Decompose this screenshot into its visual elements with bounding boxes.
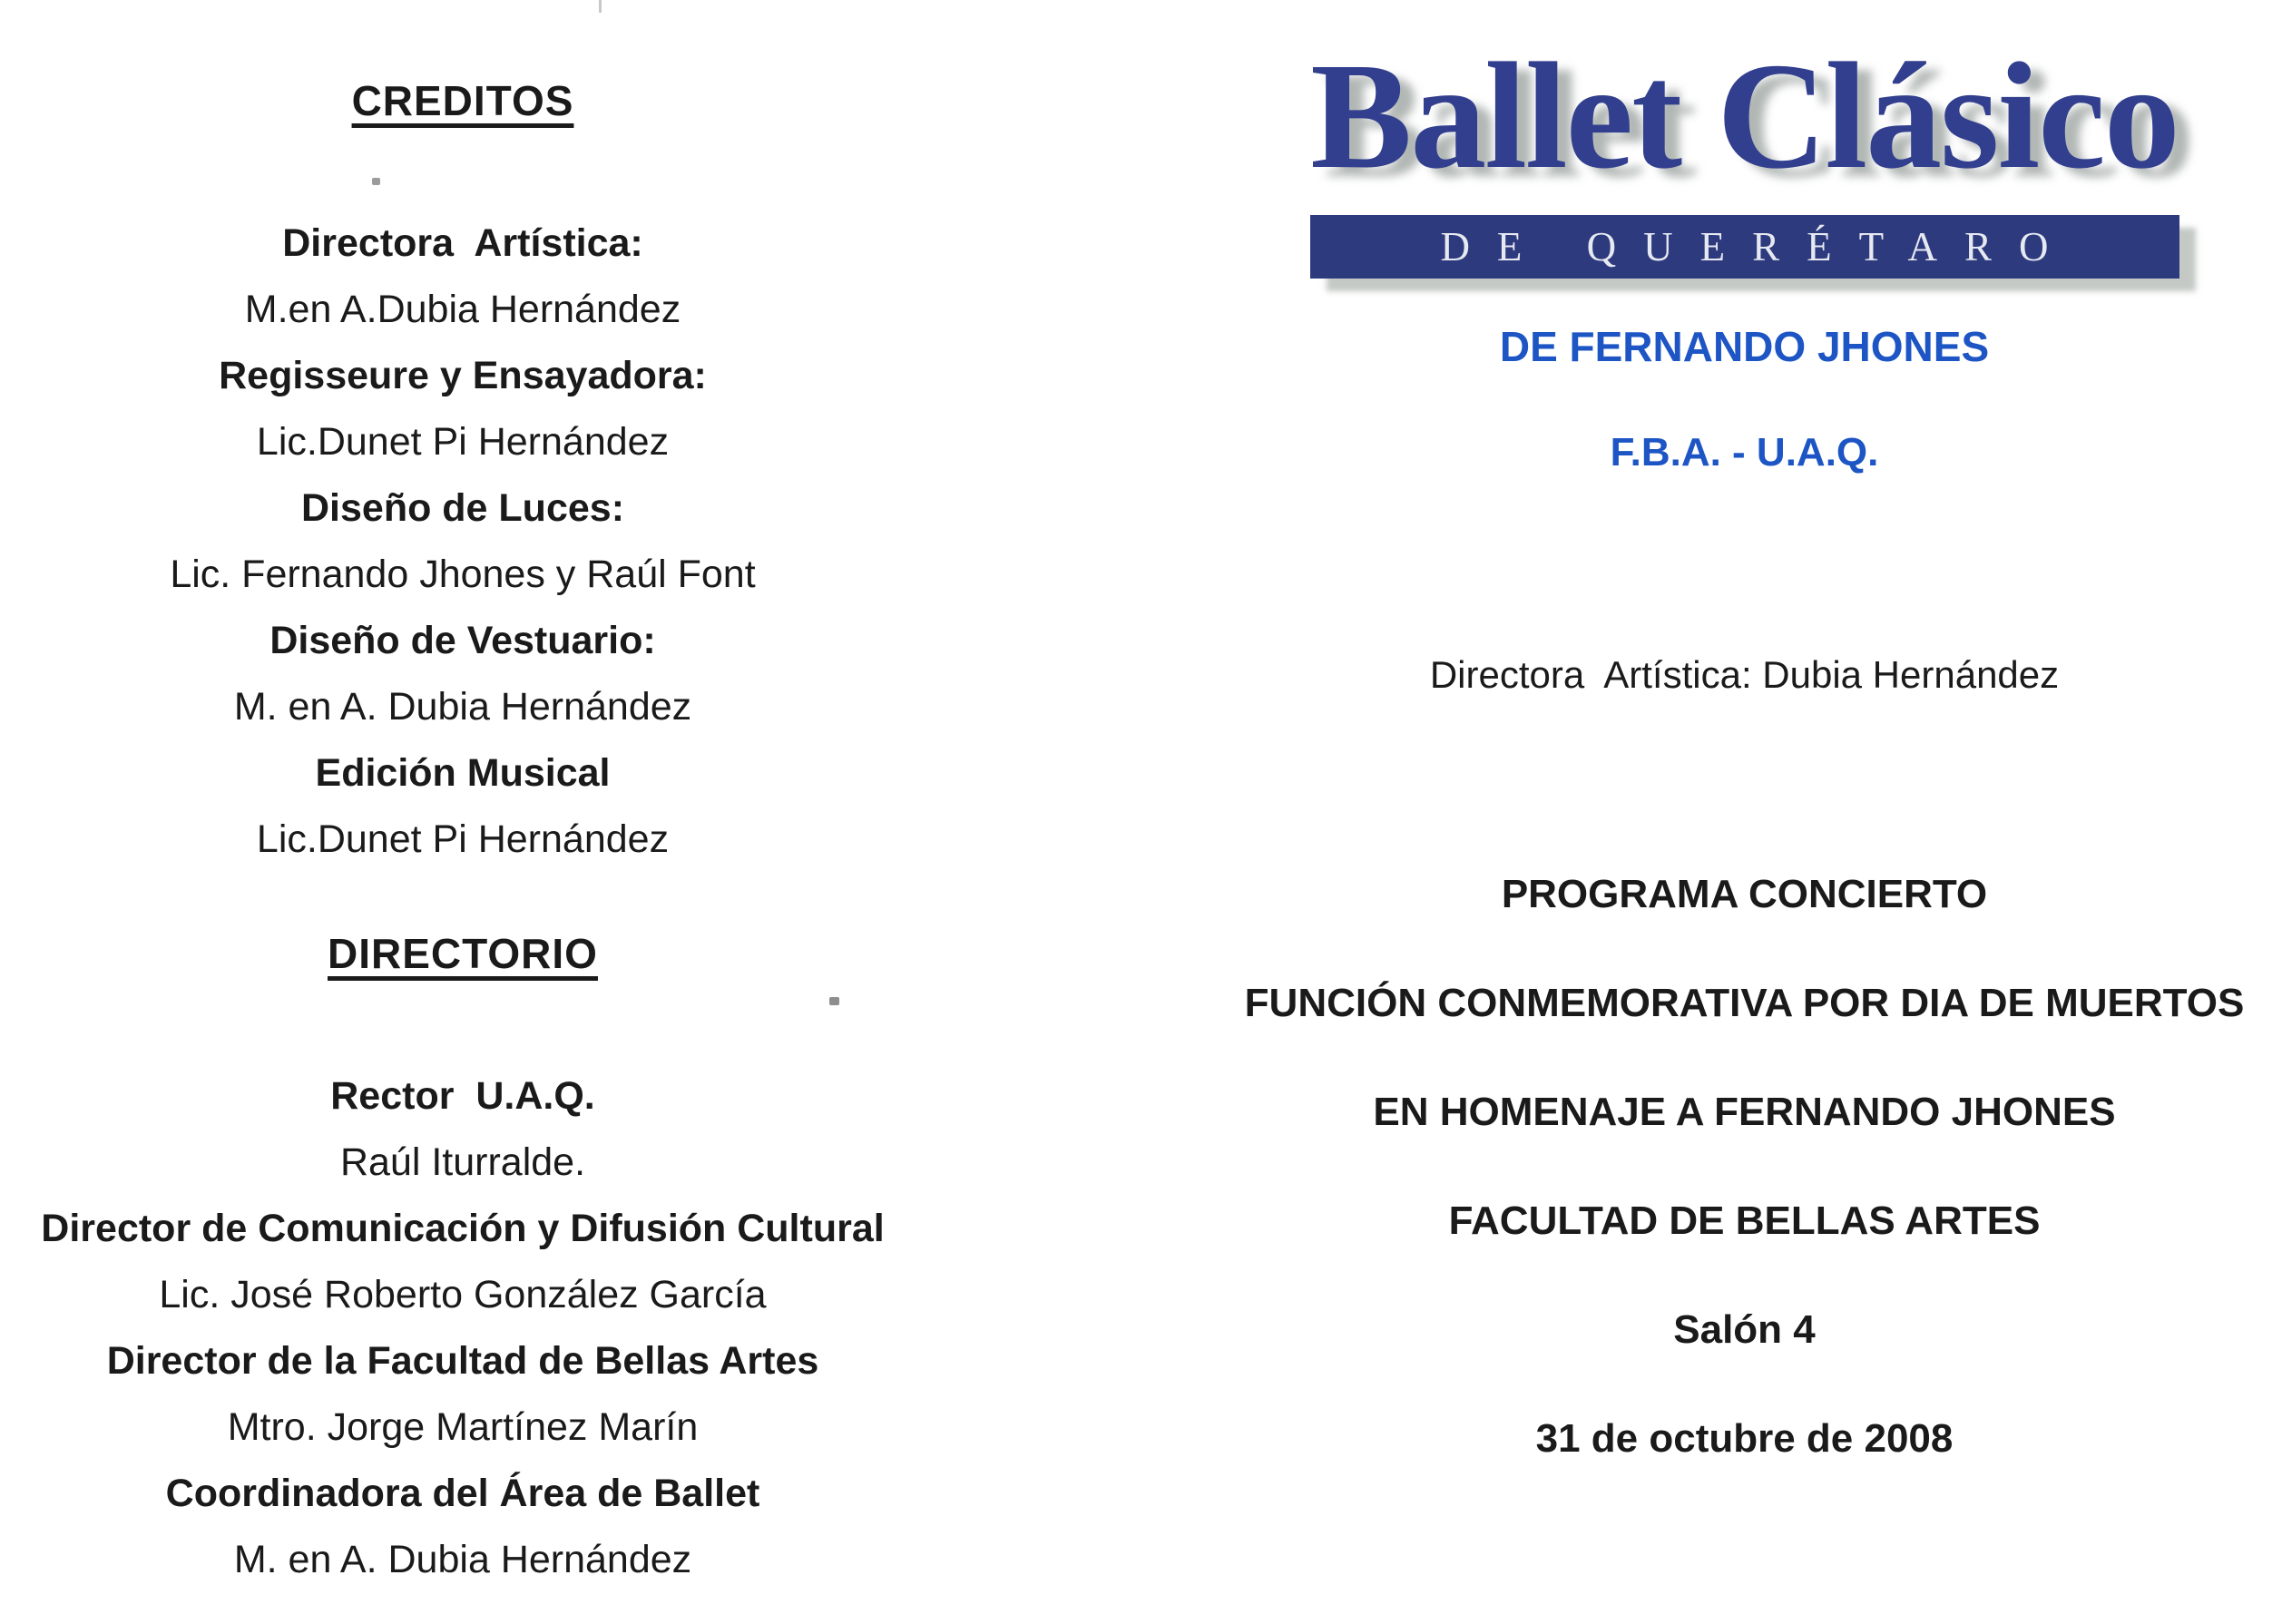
program-block [1216,872,2273,1462]
program-line: 31 de octubre de 2008 [1535,1415,1954,1461]
directory-role: Rector U.A.Q. [330,1074,595,1118]
artistic-director-line: Directora Artística: Dubia Hernández [1429,652,2060,696]
credit-name: M.en A.Dubia Hernández [244,288,681,331]
credit-name: Lic. Fernando Jhones y Raúl Font [170,553,756,596]
directorio-title: DIRECTORIO [328,930,598,977]
program-line: Salón 4 [1673,1306,1816,1352]
credit-role: Diseño de Vestuario: [269,619,656,662]
program-line: PROGRAMA CONCIERTO [1501,871,1988,916]
credit-role: Directora Artística: [282,221,643,265]
institution-line: F.B.A. - U.A.Q. [1610,429,1879,474]
byline: DE FERNANDO JHONES [1499,322,1990,370]
directory-role: Director de la Facultad de Bellas Artes [106,1339,819,1383]
program-line: FACULTAD DE BELLAS ARTES [1448,1198,2041,1243]
credit-role: Edición Musical [315,751,611,795]
ballet-clasico-logo [1216,0,2273,279]
directory-name: M. en A. Dubia Hernández [233,1538,692,1581]
left-column [0,0,926,1593]
credit-role: Regisseure y Ensayadora: [219,354,707,397]
credit-name: Lic.Dunet Pi Hernández [256,420,670,464]
program-line: FUNCIÓN CONMEMORATIVA POR DIA DE MUERTOS [1244,980,2245,1025]
credit-name: M. en A. Dubia Hernández [233,685,692,729]
directory-name: Lic. José Roberto González García [159,1273,767,1316]
program-line: EN HOMENAJE A FERNANDO JHONES [1373,1089,2116,1134]
credit-name: Lic.Dunet Pi Hernández [256,817,670,861]
logo-title: Ballet Clásico [1310,32,2179,201]
directory-role: Director de Comunicación y Difusión Cultural [41,1207,885,1250]
logo-banner: DE QUERÉTARO [1310,215,2179,279]
right-column [1216,0,2273,1525]
directory-name: Raúl Iturralde. [339,1140,586,1184]
creditos-entries [0,210,926,873]
credit-role: Diseño de Luces: [300,486,625,530]
directorio-entries [0,1063,926,1593]
directory-name: Mtro. Jorge Martínez Marín [227,1405,699,1449]
directory-role: Coordinadora del Área de Ballet [165,1472,760,1515]
creditos-title: CREDITOS [351,77,574,124]
